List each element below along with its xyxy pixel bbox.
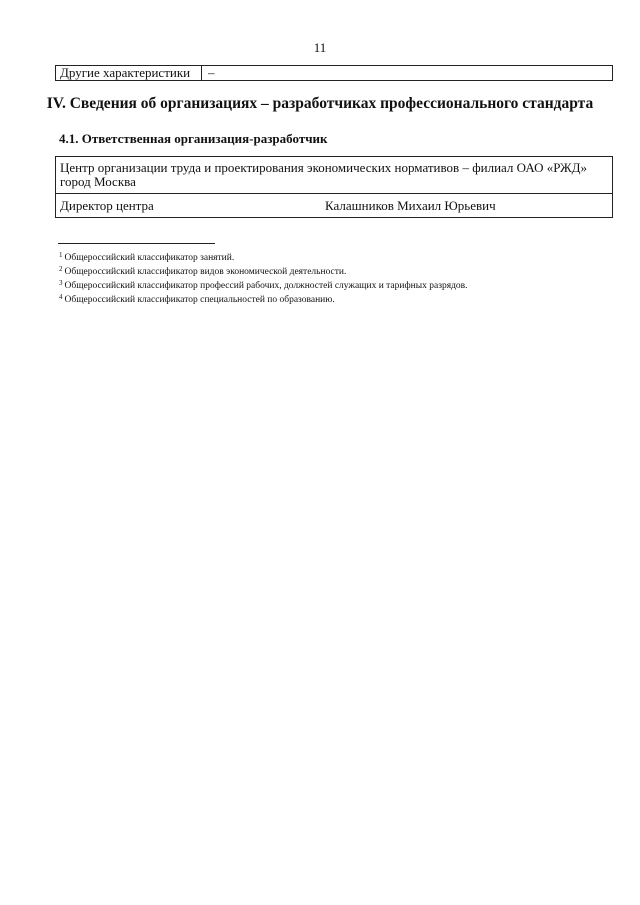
footnote-mark: 4 bbox=[59, 293, 63, 301]
footnote-text: Общероссийский классификатор занятий. bbox=[64, 253, 235, 263]
organization-table-divider bbox=[56, 193, 612, 194]
footnote-text: Общероссийский классификатор профессий рабочих, должностей служащих и тарифных разрядов. bbox=[64, 281, 468, 291]
other-characteristics-label: Другие характеристики bbox=[56, 66, 202, 80]
footnote-item bbox=[59, 264, 468, 278]
footnote-mark: 2 bbox=[59, 265, 63, 273]
footnote-item bbox=[59, 292, 468, 306]
footnotes bbox=[59, 250, 468, 306]
footnote-mark: 1 bbox=[59, 251, 63, 259]
footnote-mark: 3 bbox=[59, 279, 63, 287]
footnote-item bbox=[59, 278, 468, 292]
subsection-title: 4.1. Ответственная организация-разработчик bbox=[59, 131, 328, 146]
organization-table bbox=[55, 156, 613, 218]
director-name: Калашников Михаил Юрьевич bbox=[325, 198, 496, 213]
other-characteristics-value: – bbox=[208, 65, 215, 80]
other-characteristics-table bbox=[55, 65, 613, 81]
organization-name-cell bbox=[60, 161, 608, 191]
footnote-item bbox=[59, 250, 468, 264]
footnote-rule bbox=[58, 243, 215, 244]
page-number: 11 bbox=[313, 40, 327, 55]
organization-name-line2: город Москва bbox=[60, 174, 136, 189]
footnote-text: Общероссийский классификатор специальностей по образованию. bbox=[64, 295, 335, 305]
organization-name-line1: Центр организации труда и проектирования экономических нормативов – филиал ОАО «РЖД» bbox=[60, 160, 588, 175]
section-title: IV. Сведения об организациях – разработчиках профессионального стандарта bbox=[46, 95, 594, 112]
footnote-text: Общероссийский классификатор видов экономической деятельности. bbox=[64, 267, 347, 277]
director-row bbox=[60, 199, 608, 215]
director-title: Директор центра bbox=[60, 198, 154, 213]
